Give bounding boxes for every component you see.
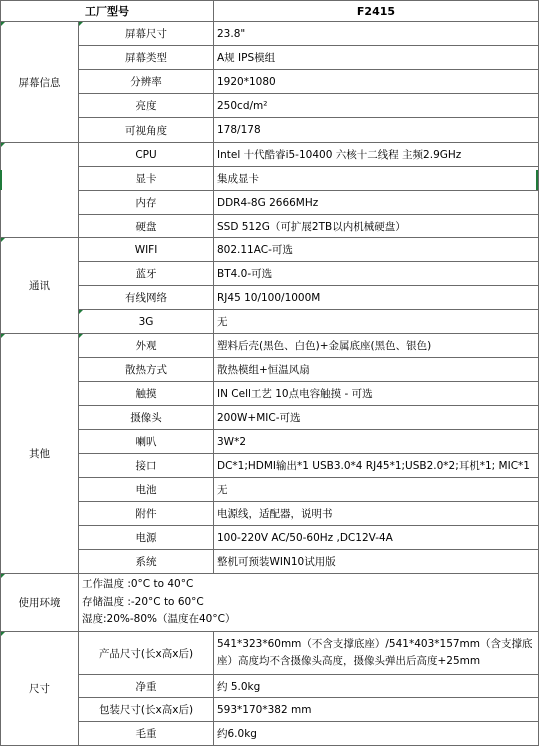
- row-label[interactable]: 系统: [79, 550, 214, 574]
- env-line: 工作温度 :0°C to 40°C: [82, 578, 194, 591]
- category-hardware[interactable]: [1, 143, 79, 238]
- category-comm[interactable]: 通讯: [1, 238, 79, 334]
- table-row: [1, 167, 539, 191]
- row-value[interactable]: 无: [214, 478, 539, 502]
- row-value[interactable]: 23.8": [214, 22, 539, 46]
- table-row: [1, 118, 539, 143]
- header-col1[interactable]: 工厂型号: [1, 1, 214, 22]
- row-label[interactable]: 屏幕尺寸: [79, 22, 214, 46]
- row-label[interactable]: 附件: [79, 502, 214, 526]
- row-value[interactable]: 541*323*60mm（不含支撑底座）/541*403*157mm（含支撑底座）高度均不含摄像头高度，摄像头弹出后高度+25mm: [214, 632, 539, 675]
- table-row: [1, 70, 539, 94]
- row-label[interactable]: 有线网络: [79, 286, 214, 310]
- row-label[interactable]: 摄像头: [79, 406, 214, 430]
- table-row: [1, 358, 539, 382]
- table-row: [1, 478, 539, 502]
- row-value[interactable]: 200W+MIC-可选: [214, 406, 539, 430]
- row-label[interactable]: 分辨率: [79, 70, 214, 94]
- table-row: [1, 550, 539, 574]
- table-row: [1, 94, 539, 118]
- row-value[interactable]: 整机可预装WIN10试用版: [214, 550, 539, 574]
- row-label[interactable]: 散热方式: [79, 358, 214, 382]
- table-row: [1, 632, 539, 675]
- table-row: [1, 430, 539, 454]
- row-label[interactable]: 蓝牙: [79, 262, 214, 286]
- row-value[interactable]: 无: [214, 310, 539, 334]
- row-value[interactable]: IN Cell工艺 10点电容触摸 - 可选: [214, 382, 539, 406]
- row-value[interactable]: 3W*2: [214, 430, 539, 454]
- row-value[interactable]: 802.11AC-可选: [214, 238, 539, 262]
- row-label[interactable]: 亮度: [79, 94, 214, 118]
- table-row: [1, 262, 539, 286]
- row-label[interactable]: CPU: [79, 143, 214, 167]
- row-label[interactable]: 电源: [79, 526, 214, 550]
- row-value[interactable]: 电源线，适配器，说明书: [214, 502, 539, 526]
- category-size[interactable]: 尺寸: [1, 632, 79, 746]
- row-label[interactable]: 毛重: [79, 722, 214, 746]
- row-label[interactable]: 3G: [79, 310, 214, 334]
- row-value[interactable]: SSD 512G（可扩展2TB以内机械硬盘）: [214, 215, 539, 238]
- row-value[interactable]: 约 5.0kg: [214, 675, 539, 698]
- row-label[interactable]: 可视角度: [79, 118, 214, 143]
- row-value[interactable]: Intel 十代酷睿i5-10400 六核十二线程 主频2.9GHz: [214, 143, 539, 167]
- row-value[interactable]: 250cd/m²: [214, 94, 539, 118]
- category-other[interactable]: 其他: [1, 334, 79, 574]
- row-value[interactable]: 178/178: [214, 118, 539, 143]
- table-row: [1, 238, 539, 262]
- table-row: [1, 46, 539, 70]
- table-row: [1, 191, 539, 215]
- row-label[interactable]: 净重: [79, 675, 214, 698]
- selection-marker-left: [0, 170, 2, 190]
- category-env[interactable]: 使用环境: [1, 574, 79, 632]
- row-label[interactable]: 屏幕类型: [79, 46, 214, 70]
- row-value[interactable]: 约6.0kg: [214, 722, 539, 746]
- row-value[interactable]: 1920*1080: [214, 70, 539, 94]
- table-row: [1, 502, 539, 526]
- selection-marker-right: [536, 170, 538, 190]
- row-label[interactable]: WIFI: [79, 238, 214, 262]
- table-row: [1, 454, 539, 478]
- row-value[interactable]: A规 IPS模组: [214, 46, 539, 70]
- header-row: [1, 1, 539, 22]
- table-row: [1, 722, 539, 746]
- row-label[interactable]: 触摸: [79, 382, 214, 406]
- row-label[interactable]: 外观: [79, 334, 214, 358]
- env-line: 存储温度 :-20°C to 60°C: [82, 595, 204, 608]
- table-row: [1, 286, 539, 310]
- table-row: [1, 526, 539, 550]
- table-row: [1, 310, 539, 334]
- table-row: [1, 143, 539, 167]
- table-row: [1, 698, 539, 722]
- row-label[interactable]: 显卡: [79, 167, 214, 191]
- row-label[interactable]: 产品尺寸(长x高x后): [79, 632, 214, 675]
- category-screen[interactable]: 屏幕信息: [1, 22, 79, 143]
- row-label[interactable]: 内存: [79, 191, 214, 215]
- row-value[interactable]: BT4.0-可选: [214, 262, 539, 286]
- table-row: [1, 22, 539, 46]
- header-col2[interactable]: F2415: [214, 1, 539, 22]
- table-row: [1, 382, 539, 406]
- table-row: [1, 334, 539, 358]
- row-label[interactable]: 喇叭: [79, 430, 214, 454]
- table-row: [1, 406, 539, 430]
- row-value[interactable]: 593*170*382 mm: [214, 698, 539, 722]
- row-value[interactable]: RJ45 10/100/1000M: [214, 286, 539, 310]
- row-value[interactable]: 塑料后壳(黑色、白色)+金属底座(黑色、银色): [214, 334, 539, 358]
- env-value[interactable]: [79, 574, 539, 632]
- table-row: [1, 215, 539, 238]
- table-row: [1, 675, 539, 698]
- row-label[interactable]: 接口: [79, 454, 214, 478]
- row-label[interactable]: 电池: [79, 478, 214, 502]
- table-row: [1, 574, 539, 632]
- row-label[interactable]: 硬盘: [79, 215, 214, 238]
- row-label[interactable]: 包装尺寸(长x高x后): [79, 698, 214, 722]
- row-value[interactable]: 散热模组+恒温风扇: [214, 358, 539, 382]
- row-value[interactable]: 100-220V AC/50-60Hz ,DC12V-4A: [214, 526, 539, 550]
- row-value[interactable]: DDR4-8G 2666MHz: [214, 191, 539, 215]
- row-value[interactable]: 集成显卡: [214, 167, 539, 191]
- row-value[interactable]: DC*1;HDMI输出*1 USB3.0*4 RJ45*1;USB2.0*2;耳机*1; MIC*1: [214, 454, 539, 478]
- env-line: 湿度:20%-80%（温度在40°C）: [82, 613, 236, 626]
